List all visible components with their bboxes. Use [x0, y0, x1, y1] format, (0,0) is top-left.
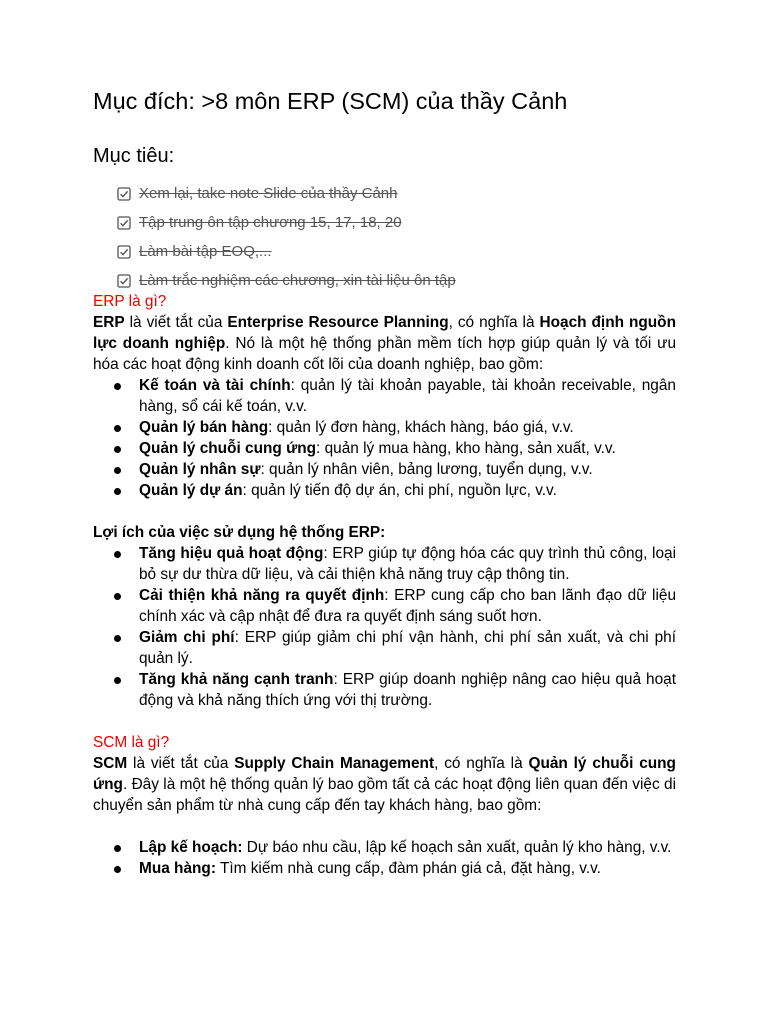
checked-checkbox-icon[interactable] [117, 216, 131, 230]
erp-benefits-list [93, 543, 676, 711]
bullet-icon [114, 845, 121, 852]
checked-checkbox-icon[interactable] [117, 187, 131, 201]
page-title: Mục đích: >8 môn ERP (SCM) của thầy Cảnh [93, 88, 568, 114]
list-item: Giảm chi phí: ERP giúp giảm chi phí vận hành, chi phí sản xuất, và chi phí quản lý. [93, 627, 676, 669]
objectives-checklist [117, 179, 456, 295]
bullet-icon [114, 677, 121, 684]
checklist-item-text: Tập trung ôn tập chương 15, 17, 18, 20 [139, 214, 402, 231]
list-item: Mua hàng: Tìm kiếm nhà cung cấp, đàm phán giá cả, đặt hàng, v.v. [93, 858, 676, 879]
erp-vietnamese-name: Hoạch định nguồn lực doanh nghiệp [93, 314, 676, 352]
list-item: Quản lý dự án: quản lý tiến độ dự án, chi phí, nguồn lực, v.v. [93, 480, 676, 501]
list-item: Lập kế hoạch: Dự báo nhu cầu, lập kế hoạch sản xuất, quản lý kho hàng, v.v. [93, 837, 676, 858]
bullet-icon [114, 446, 121, 453]
erp-heading: ERP là gì? [93, 293, 167, 310]
checklist-item-text: Xem lại, take note Slide của thầy Cảnh [139, 185, 398, 202]
bullet-icon [114, 383, 121, 390]
checklist-item-text: Làm bài tập EOQ,... [139, 243, 272, 260]
bullet-icon [114, 551, 121, 558]
list-item: Kế toán và tài chính: quản lý tài khoản payable, tài khoản receivable, ngân hàng, sổ cái kế toán, v.v. [93, 375, 676, 417]
scm-full-name: Supply Chain Management [234, 755, 435, 772]
checked-checkbox-icon[interactable] [117, 274, 131, 288]
objectives-heading: Mục tiêu: [93, 145, 175, 167]
list-item: Quản lý nhân sự: quản lý nhân viên, bảng lương, tuyển dụng, v.v. [93, 459, 676, 480]
list-item: Tăng khả năng cạnh tranh: ERP giúp doanh nghiệp nâng cao hiệu quả hoạt động và khả năng thích ứng với thị trường. [93, 669, 676, 711]
erp-modules-list [93, 375, 676, 501]
list-item: Quản lý chuỗi cung ứng: quản lý mua hàng, kho hàng, sản xuất, v.v. [93, 438, 676, 459]
scm-heading: SCM là gì? [93, 734, 170, 751]
scm-activities-list [93, 837, 676, 879]
checked-checkbox-icon[interactable] [117, 245, 131, 259]
blank-line [93, 501, 676, 522]
scm-vietnamese-name: Quản lý chuỗi cung ứng [93, 755, 676, 793]
document-body [93, 291, 676, 879]
erp-intro-paragraph: ERP là viết tắt của Enterprise Resource Planning, có nghĩa là Hoạch định nguồn lực doanh nghiệp. Nó là một hệ thống phần mềm tích hợp giúp quản lý và tối ưu hóa các hoạt động kinh doanh cốt lõi của doanh nghiệp, bao gồm: [93, 314, 677, 373]
bullet-icon [114, 488, 121, 495]
list-item: Cải thiện khả năng ra quyết định: ERP cung cấp cho ban lãnh đạo dữ liệu chính xác và cập nhật để đưa ra quyết định sáng suốt hơn. [93, 585, 676, 627]
bullet-icon [114, 866, 121, 873]
list-item: Tăng hiệu quả hoạt động: ERP giúp tự động hóa các quy trình thủ công, loại bỏ sự dư thừa dữ liệu, và cải thiện khả năng truy cập thông tin. [93, 543, 676, 585]
bullet-icon [114, 593, 121, 600]
bullet-icon [114, 425, 121, 432]
checklist-item [117, 237, 456, 266]
checklist-item [117, 179, 456, 208]
checklist-item-text: Làm trắc nghiệm các chương, xin tài liệu ôn tập [139, 272, 456, 289]
scm-term: SCM [93, 755, 128, 772]
erp-benefits-heading: Lợi ích của việc sử dụng hệ thống ERP: [93, 524, 386, 541]
checklist-item [117, 208, 456, 237]
bullet-icon [114, 467, 121, 474]
erp-term: ERP [93, 314, 125, 331]
erp-full-name: Enterprise Resource Planning [227, 314, 449, 331]
blank-line [93, 711, 676, 732]
blank-line [93, 816, 676, 837]
bullet-icon [114, 635, 121, 642]
list-item: Quản lý bán hàng: quản lý đơn hàng, khách hàng, báo giá, v.v. [93, 417, 676, 438]
scm-intro-paragraph: SCM là viết tắt của Supply Chain Management, có nghĩa là Quản lý chuỗi cung ứng. Đây là một hệ thống quản lý bao gồm tất cả các hoạt động liên quan đến việc di chuyển sản phẩm từ nhà cung cấp đến tay khách hàng, bao gồm: [93, 755, 676, 814]
